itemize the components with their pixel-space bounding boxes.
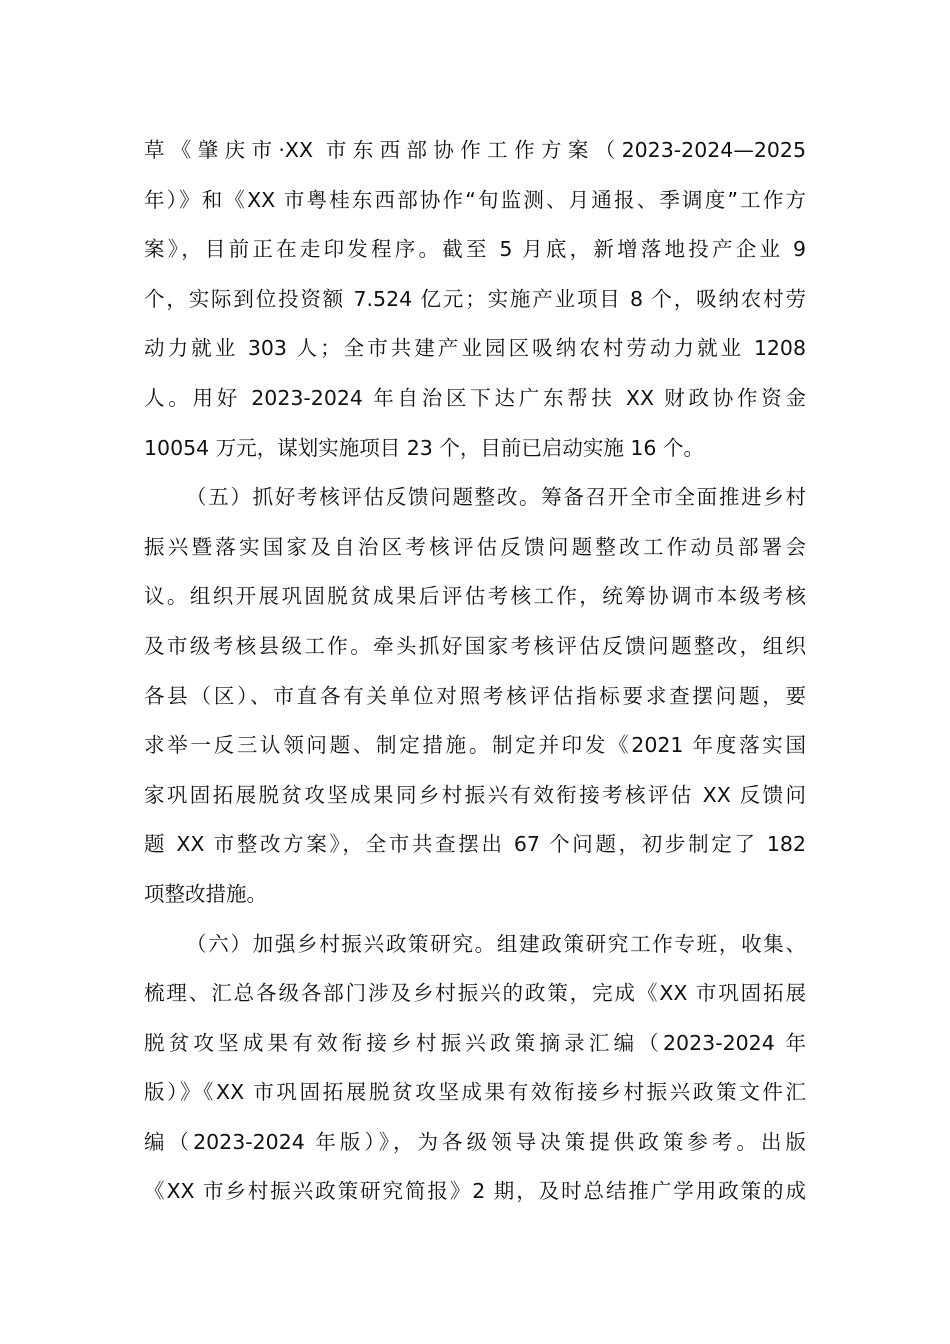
text-line: 动力就业 303 人；全市共建产业园区吸纳农村劳动力就业 1208 xyxy=(144,336,806,361)
paragraph-continuation xyxy=(144,126,806,473)
text-line: 各县（区）、市直各有关单位对照考核评估指标要求查摆问题，要 xyxy=(144,683,806,708)
text-line: 版）》《XX 市巩固拓展脱贫攻坚成果有效衔接乡村振兴政策文件汇 xyxy=(144,1080,806,1105)
text-line: 求举一反三认领问题、制定措施。制定并印发《2021 年度落实国 xyxy=(144,733,806,758)
text-line: 案》，目前正在走印发程序。截至 5 月底，新增落地投产企业 9 xyxy=(144,237,806,262)
text-line: 及市级考核县级工作。牵头抓好国家考核评估反馈问题整改，组织 xyxy=(144,633,806,658)
text-line: 脱贫攻坚成果有效衔接乡村振兴政策摘录汇编（2023-2024 年 xyxy=(144,1030,806,1055)
text-line: 草《肇庆市·XX 市东西部协作工作方案（2023-2024—2025 xyxy=(144,138,806,162)
document-body xyxy=(144,126,806,1217)
text-line: 议。组织开展巩固脱贫成果后评估考核工作，统筹协调市本级考核 xyxy=(144,584,806,609)
paragraph-section-5 xyxy=(144,473,806,919)
text-line: 振兴暨落实国家及自治区考核评估反馈问题整改工作动员部署会 xyxy=(144,534,806,559)
text-line: 梳理、汇总各级各部门涉及乡村振兴的政策，完成《XX 市巩固拓展 xyxy=(144,981,806,1006)
text-line: 《XX 市乡村振兴政策研究简报》2 期，及时总结推广学用政策的成 xyxy=(144,1179,806,1204)
text-line: （六）加强乡村振兴政策研究。组建政策研究工作专班，收集、 xyxy=(186,931,806,956)
text-line: 人。用好 2023-2024 年自治区下达广东帮扶 XX 财政协作资金 xyxy=(144,385,806,410)
text-line: 年）》和《XX 市粤桂东西部协作“旬监测、月通报、季调度”工作方 xyxy=(144,187,806,212)
text-line: 题 XX 市整改方案》，全市共查摆出 67 个问题，初步制定了 182 xyxy=(144,832,806,857)
text-line: 家巩固拓展脱贫攻坚成果同乡村振兴有效衔接考核评估 XX 反馈问 xyxy=(144,782,806,807)
paragraph-section-6 xyxy=(144,920,806,1218)
text-line: 项整改措施。 xyxy=(144,881,267,906)
text-line: 个，实际到位投资额 7.524 亿元；实施产业项目 8 个，吸纳农村劳 xyxy=(144,286,806,311)
text-line: 编（2023-2024 年版）》，为各级领导决策提供政策参考。出版 xyxy=(144,1129,806,1154)
text-line: 10054 万元，谋划实施项目 23 个，目前已启动实施 16 个。 xyxy=(144,435,704,460)
text-line: （五）抓好考核评估反馈问题整改。筹备召开全市全面推进乡村 xyxy=(186,485,806,510)
